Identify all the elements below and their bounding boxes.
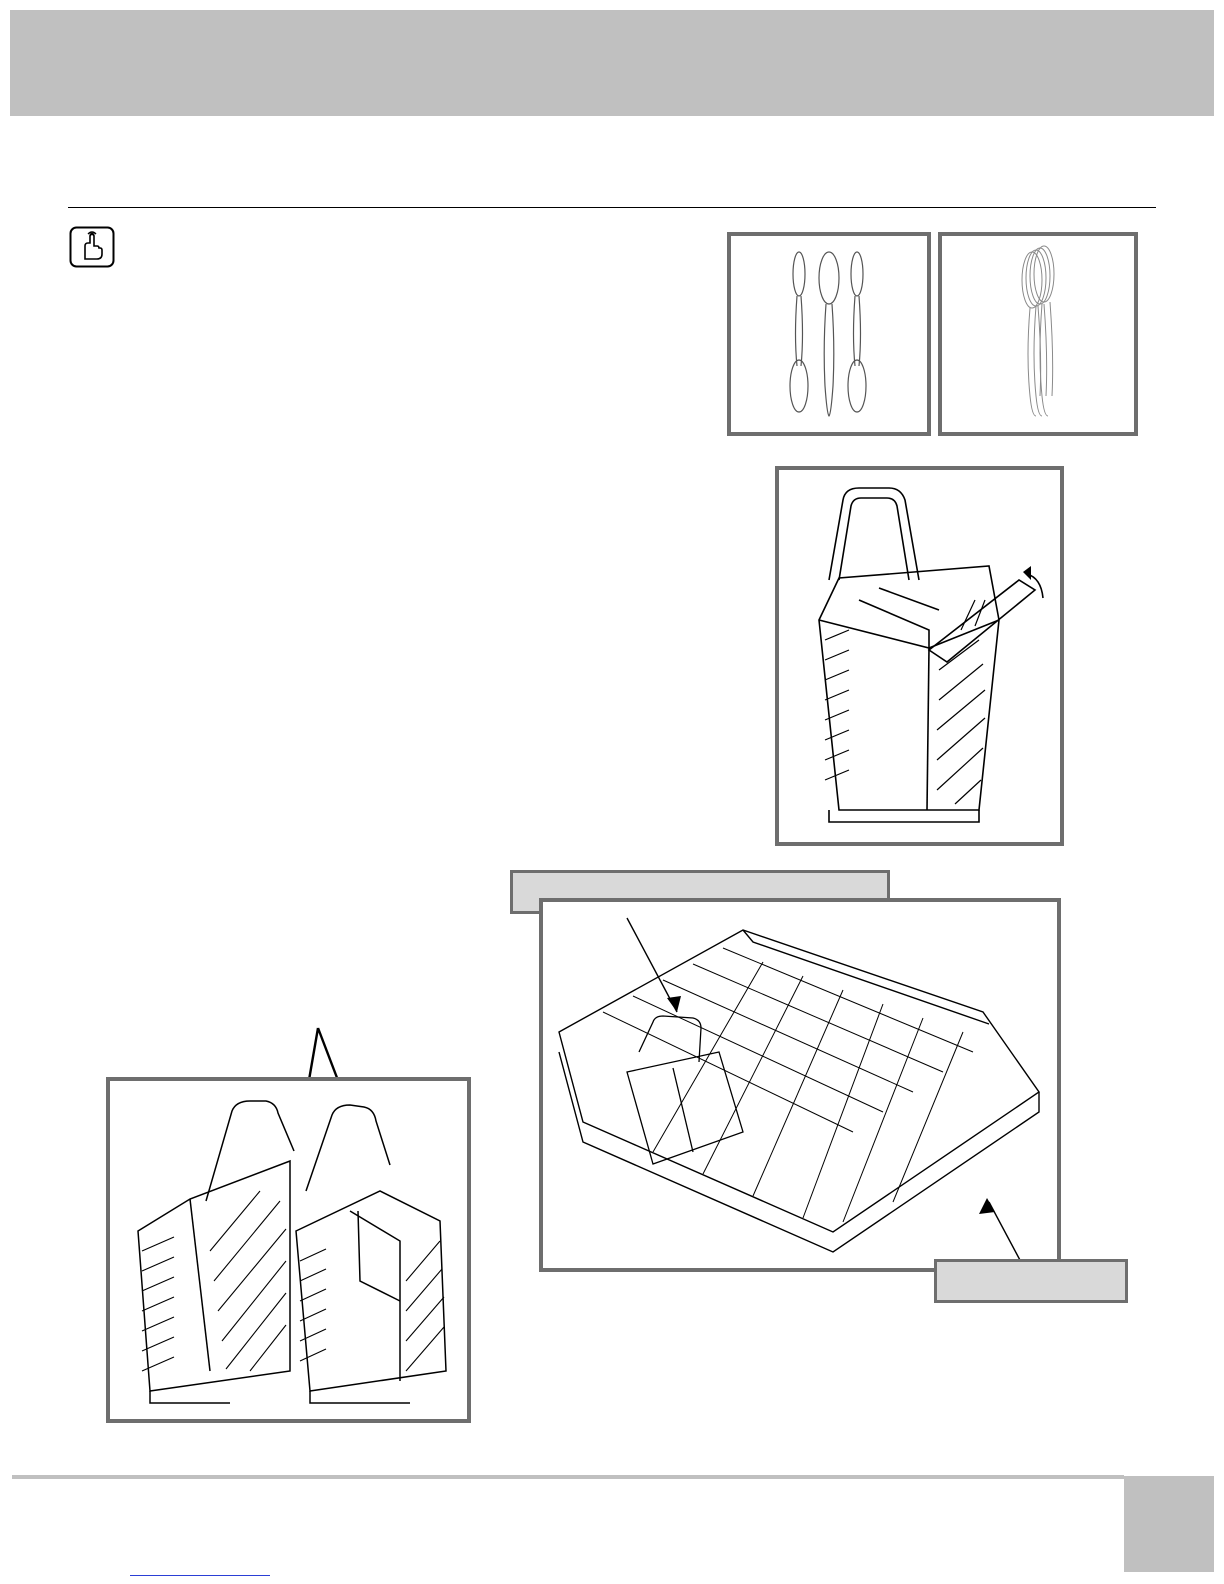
spoons-nested-figure [938, 232, 1138, 436]
upper-rack-label-box [934, 1259, 1128, 1303]
upper-rack-figure [539, 898, 1061, 1272]
footer-rule [12, 1475, 1124, 1479]
note-icon [69, 226, 115, 268]
page-number-box [1124, 1476, 1214, 1572]
section-divider [68, 207, 1156, 208]
spoons-separated-figure [727, 232, 931, 436]
cutlery-basket-split-figure [106, 1077, 471, 1423]
page-header-band [10, 10, 1214, 116]
footer-link-underline[interactable] [130, 1575, 270, 1576]
cutlery-basket-lid-figure [775, 466, 1064, 846]
